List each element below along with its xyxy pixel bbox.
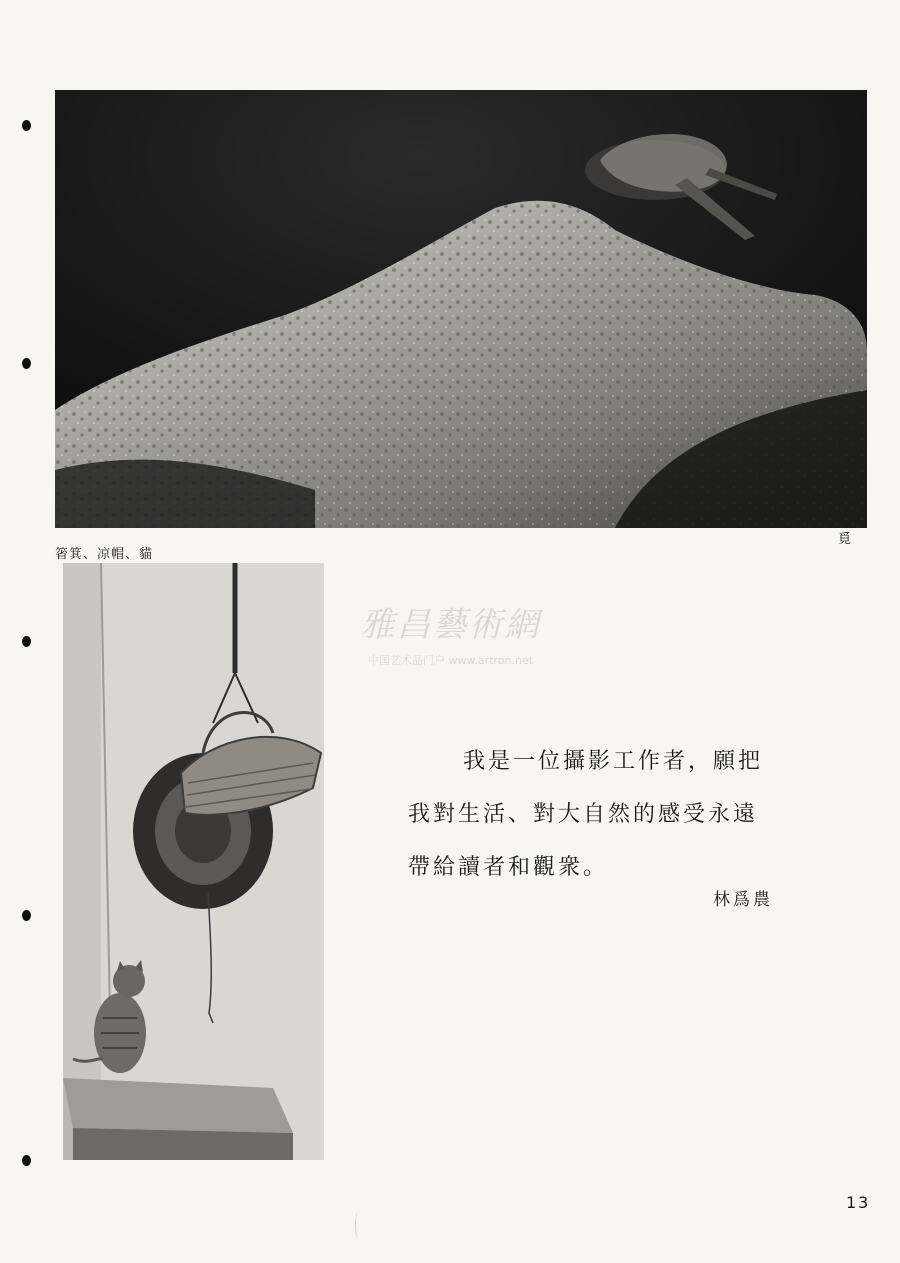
punch-hole — [22, 910, 31, 921]
punch-hole — [22, 636, 31, 647]
poem-line: 帶給讀者和觀衆。 — [408, 855, 609, 880]
caption-bottom-photo: 箵箕、凉帽、貓 — [55, 547, 154, 562]
author-signature: 林爲農 — [713, 890, 773, 910]
punch-hole — [22, 120, 31, 131]
watermark-title: 雅昌藝術網 — [360, 605, 541, 645]
rock-photo-image — [55, 90, 867, 528]
basket-photo-image — [63, 563, 324, 1160]
top-photo-crab-on-rock — [55, 90, 867, 528]
caption-top-photo: 覓 — [838, 532, 853, 547]
watermark — [348, 597, 553, 668]
poem-line: 我對生活、對大自然的感受永遠 — [408, 802, 759, 827]
page-number: 13 — [846, 1193, 871, 1212]
poem-block — [408, 735, 788, 894]
paper-mark — [355, 1212, 360, 1238]
watermark-subtitle: 中国艺术品门户 www.artron.net — [367, 654, 534, 667]
punch-hole — [22, 1155, 31, 1166]
bottom-photo-basket-hat-cat — [63, 563, 324, 1160]
poem-line: 我是一位攝影工作者，願把 — [463, 749, 764, 774]
punch-hole — [22, 358, 31, 369]
